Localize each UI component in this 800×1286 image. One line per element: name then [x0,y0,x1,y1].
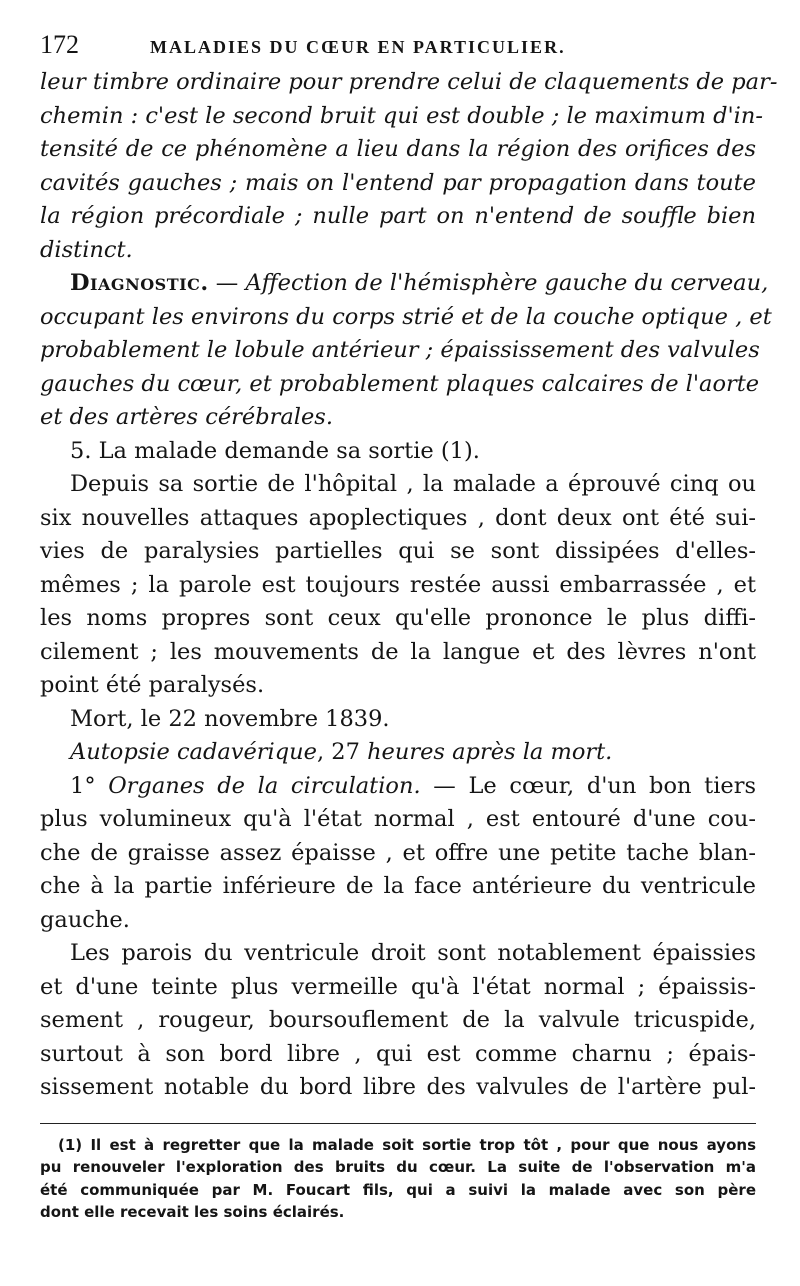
diagnostic-label: Diagnostic. [70,270,209,296]
text-line: surtout à son bord libre , qui est comme charnu ; épais- [40,1040,756,1067]
text-line: sement , rougeur, boursouflement de la valvule tricuspide, [40,1007,756,1033]
body-text [40,66,778,1105]
text-line: plus volumineux qu'à l'état normal , est entouré d'une cou- [40,806,756,832]
text-line: che à la partie inférieure de la face antérieure du ventricule [40,873,756,899]
text-line: gauche. [40,906,130,933]
text-line: probablement le lobule antérieur ; épaississement des valvules [40,337,760,363]
footnote-line: été communiquée par M. Foucart fils, qui a suivi la malade avec son père [40,1180,756,1199]
footnote [40,1134,756,1224]
text-line: la région précordiale ; nulle part on n'entend de souffle bien [40,203,756,229]
text-line: mêmes ; la parole est toujours restée aussi embarrassée , et [40,571,756,598]
text-line: et des artères cérébrales. [40,404,333,430]
text-line: six nouvelles attaques apoplectiques , dont deux ont été sui- [40,504,756,531]
text-fragment: Organes de la circulation. [108,772,421,799]
text-fragment: Affection de l'hémisphère gauche du cerveau, [245,270,769,296]
page-header [40,30,756,60]
text-line: Mort, le 22 novembre 1839. [70,705,390,732]
text-fragment: — Le cœur, d'un bon tiers [420,772,757,799]
text-fragment: 1° [70,772,109,799]
text-line [40,736,756,770]
text-line: Depuis sa sortie de l'hôpital , la malade a éprouvé cinq ou [70,471,756,497]
text-line: leur timbre ordinaire pour prendre celui de claquements de par- [40,69,778,95]
text-line: chemin : c'est le second bruit qui est double ; le maximum d'in- [40,102,763,129]
text-line: sissement notable du bord libre des valvules de l'artère pul- [40,1074,756,1100]
footnote-line: (1) Il est à regretter que la malade soit sortie trop tôt , pour que nous ayons [58,1135,756,1154]
text-line: distinct. [40,236,133,263]
text-line: che de graisse assez épaisse , et offre une petite tache blan- [40,839,756,866]
text-line: vies de paralysies partielles qui se sont dissipées d'elles- [40,538,756,564]
page-number: 172 [40,30,79,59]
footnote-line: dont elle recevait les soins éclairés. [40,1203,345,1221]
text-line [40,770,756,804]
text-line: et d'une teinte plus vermeille qu'à l'état normal ; épaissis- [40,973,756,1000]
text-line: point été paralysés. [40,672,265,698]
footnote-line: pu renouveler l'exploration des bruits du cœur. La suite de l'observation m'a [40,1158,756,1176]
text-fragment: heures après la mort. [367,739,613,765]
text-line: cavités gauches ; mais on l'entend par propagation dans toute [40,169,756,196]
footnote-rule [40,1123,756,1124]
text-line: 5. La malade demande sa sortie (1). [70,437,480,464]
text-fragment: , 27 [316,739,368,765]
text-fragment: Autopsie cadavérique [70,739,317,765]
text-line: gauches du cœur, et probablement plaques calcaires de l'aorte [40,370,760,397]
diagnostic-line [40,267,769,301]
text-line: occupant les environs du corps strié et de la couche optique , et [40,303,772,330]
running-head: MALADIES DU CŒUR EN PARTICULIER. [150,37,566,57]
text-line: tensité de ce phénomène a lieu dans la région des orifices des [40,136,756,162]
text-line: cilement ; les mouvements de la langue et des lèvres n'ont [40,638,756,665]
text-line: Les parois du ventricule droit sont notablement épaissies [70,940,756,966]
text-line: les noms propres sont ceux qu'elle prononce le plus diffi- [40,605,756,631]
dash: — [208,270,246,296]
